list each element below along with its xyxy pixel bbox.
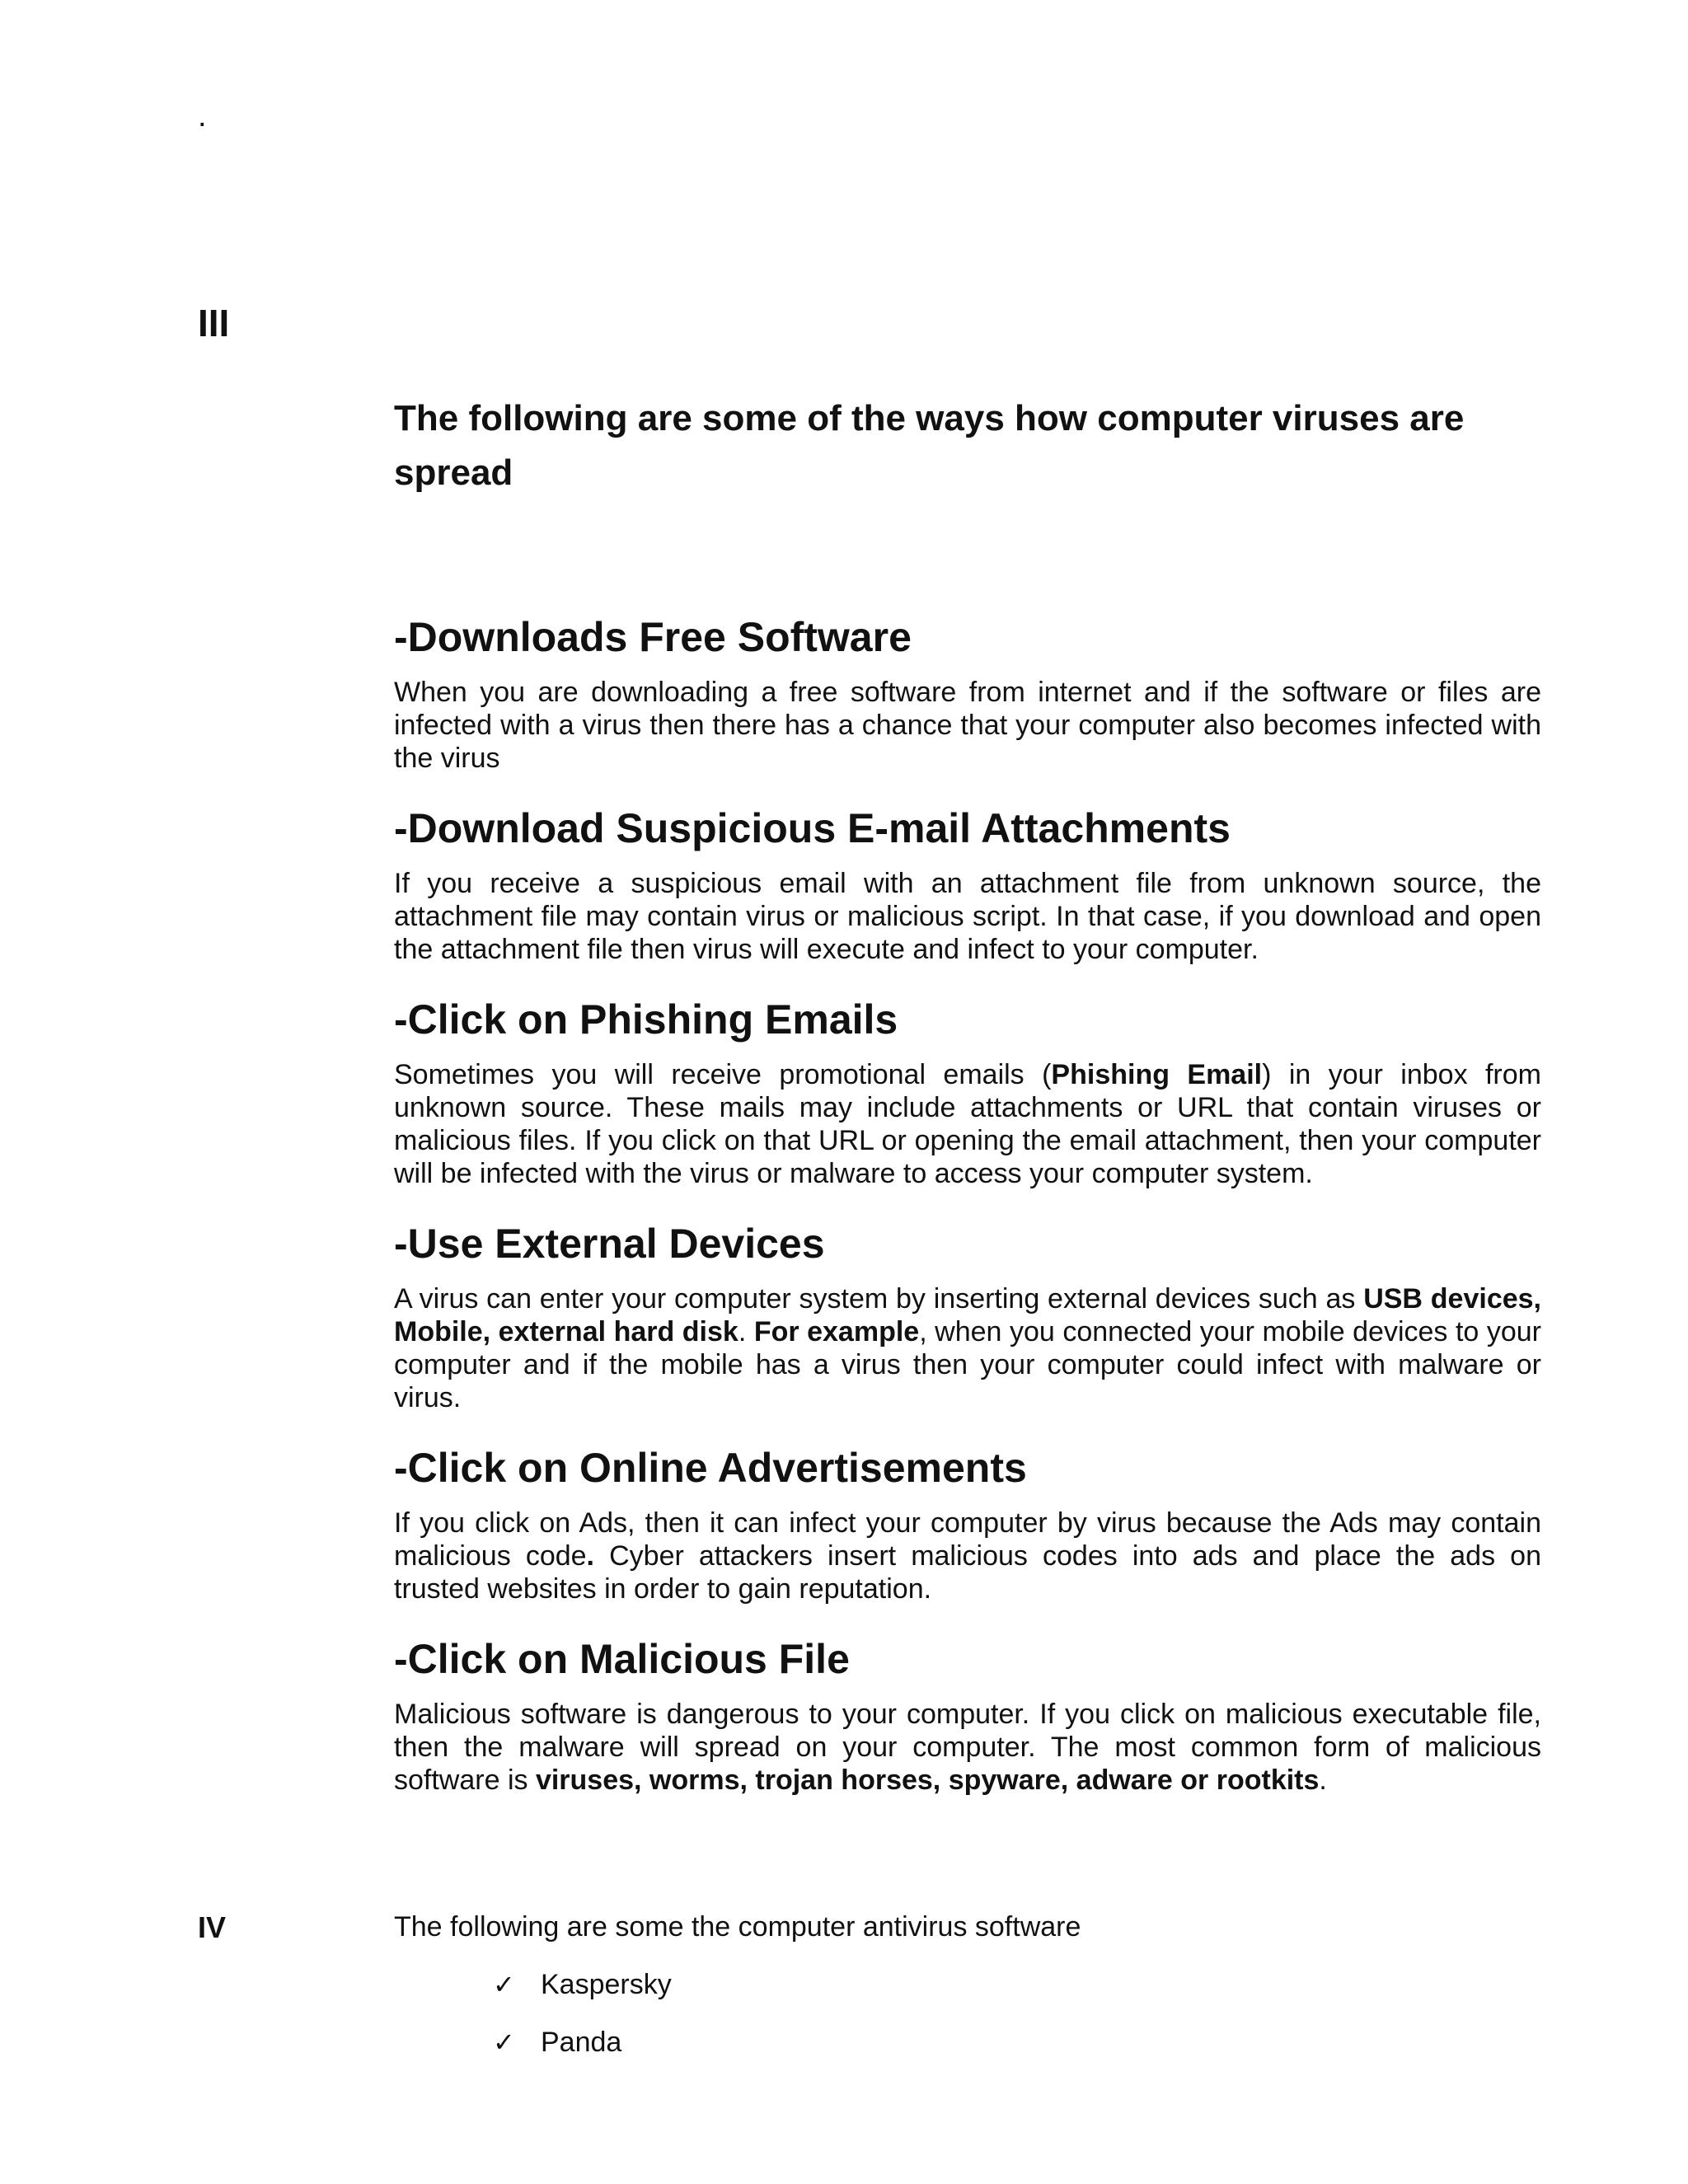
text-run: If you receive a suspicious email with an attachment file from unknown source, the attachment file may contain virus or malicious script. In that case, if you download and open the attachment file then virus will execute and infect to your computer.: [394, 868, 1541, 965]
antivirus-list-item: [493, 2026, 672, 2083]
bold-text-run: USB devices, Mobile, external hard disk: [394, 1283, 1541, 1347]
spread-way-description: [394, 1282, 1541, 1414]
bold-text-run: viruses, worms, trojan horses, spyware, adware or rootkits: [535, 1765, 1320, 1796]
spread-way-description: [394, 1698, 1541, 1797]
text-run: ) in your inbox from unknown source. These mails may include attachments or URL that contain viruses or malicious files. If you click on that URL or opening the email attachment, then your computer will be infected with the virus or malware to access your computer system.: [394, 1059, 1541, 1189]
text-run: .: [738, 1316, 754, 1347]
text-run: When you are downloading a free software from internet and if the software or files are infected with a virus then there has a chance that your computer also becomes infected with the virus: [394, 677, 1541, 774]
text-run: Cyber attackers insert malicious codes into ads and place the ads on trusted websites in order to gain reputation.: [394, 1540, 1541, 1605]
spread-way-heading: -Click on Online Advertisements: [394, 1445, 1027, 1491]
text-run: Malicious software is dangerous to your computer. If you click on malicious executable file, then the malware will spread on your computer. The most common form of malicious software is: [394, 1699, 1541, 1796]
text-run: Sometimes you will receive promotional emails (: [394, 1059, 1052, 1090]
antivirus-name: Panda: [541, 2027, 622, 2058]
spread-way-heading: -Use External Devices: [394, 1221, 825, 1267]
section-numeral-iii: III: [198, 302, 230, 344]
section-iv-intro: The following are some the computer antivirus software: [394, 1911, 1081, 1943]
spread-way-section: [394, 1218, 1541, 1414]
antivirus-name: Kaspersky: [541, 1969, 672, 2000]
bold-text-run: Phishing Email: [1051, 1059, 1263, 1090]
spread-way-heading: -Click on Phishing Emails: [394, 996, 898, 1043]
spread-way-description: [394, 867, 1541, 966]
bold-text-run: .: [586, 1540, 594, 1572]
section-iii-intro-title: The following are some of the ways how computer viruses are spread: [394, 398, 1465, 493]
spread-way-heading: -Download Suspicious E-mail Attachments: [394, 805, 1231, 851]
spread-way-section: [394, 612, 1541, 775]
spread-way-heading: -Click on Malicious File: [394, 1636, 850, 1682]
text-run: , when you connected your mobile devices to your computer and if the mobile has a virus then your computer could infect with malware or virus.: [394, 1316, 1541, 1413]
spread-way-section: [394, 1633, 1541, 1797]
text-run: If you click on Ads, then it can infect your computer by virus because the Ads may contain malicious code: [394, 1507, 1541, 1572]
bold-text-run: For example: [753, 1316, 920, 1347]
spread-way-heading: -Downloads Free Software: [394, 614, 912, 660]
checkmark-icon: ✓: [493, 1970, 515, 1999]
section-numeral-iv: IV: [198, 1910, 227, 1944]
spread-way-description: [394, 1507, 1541, 1605]
spread-way-section: [394, 1442, 1541, 1605]
spread-way-section: [394, 994, 1541, 1190]
page-marker: .: [198, 99, 207, 134]
text-run: .: [1319, 1765, 1327, 1796]
text-run: A virus can enter your computer system by inserting external devices such as: [394, 1283, 1364, 1315]
antivirus-list: [493, 1968, 672, 2083]
spread-way-description: [394, 676, 1541, 775]
antivirus-list-item: [493, 1968, 672, 2026]
spread-way-section: [394, 803, 1541, 966]
spread-ways-list: [394, 612, 1541, 1825]
checkmark-icon: ✓: [493, 2027, 515, 2057]
spread-way-description: [394, 1058, 1541, 1190]
